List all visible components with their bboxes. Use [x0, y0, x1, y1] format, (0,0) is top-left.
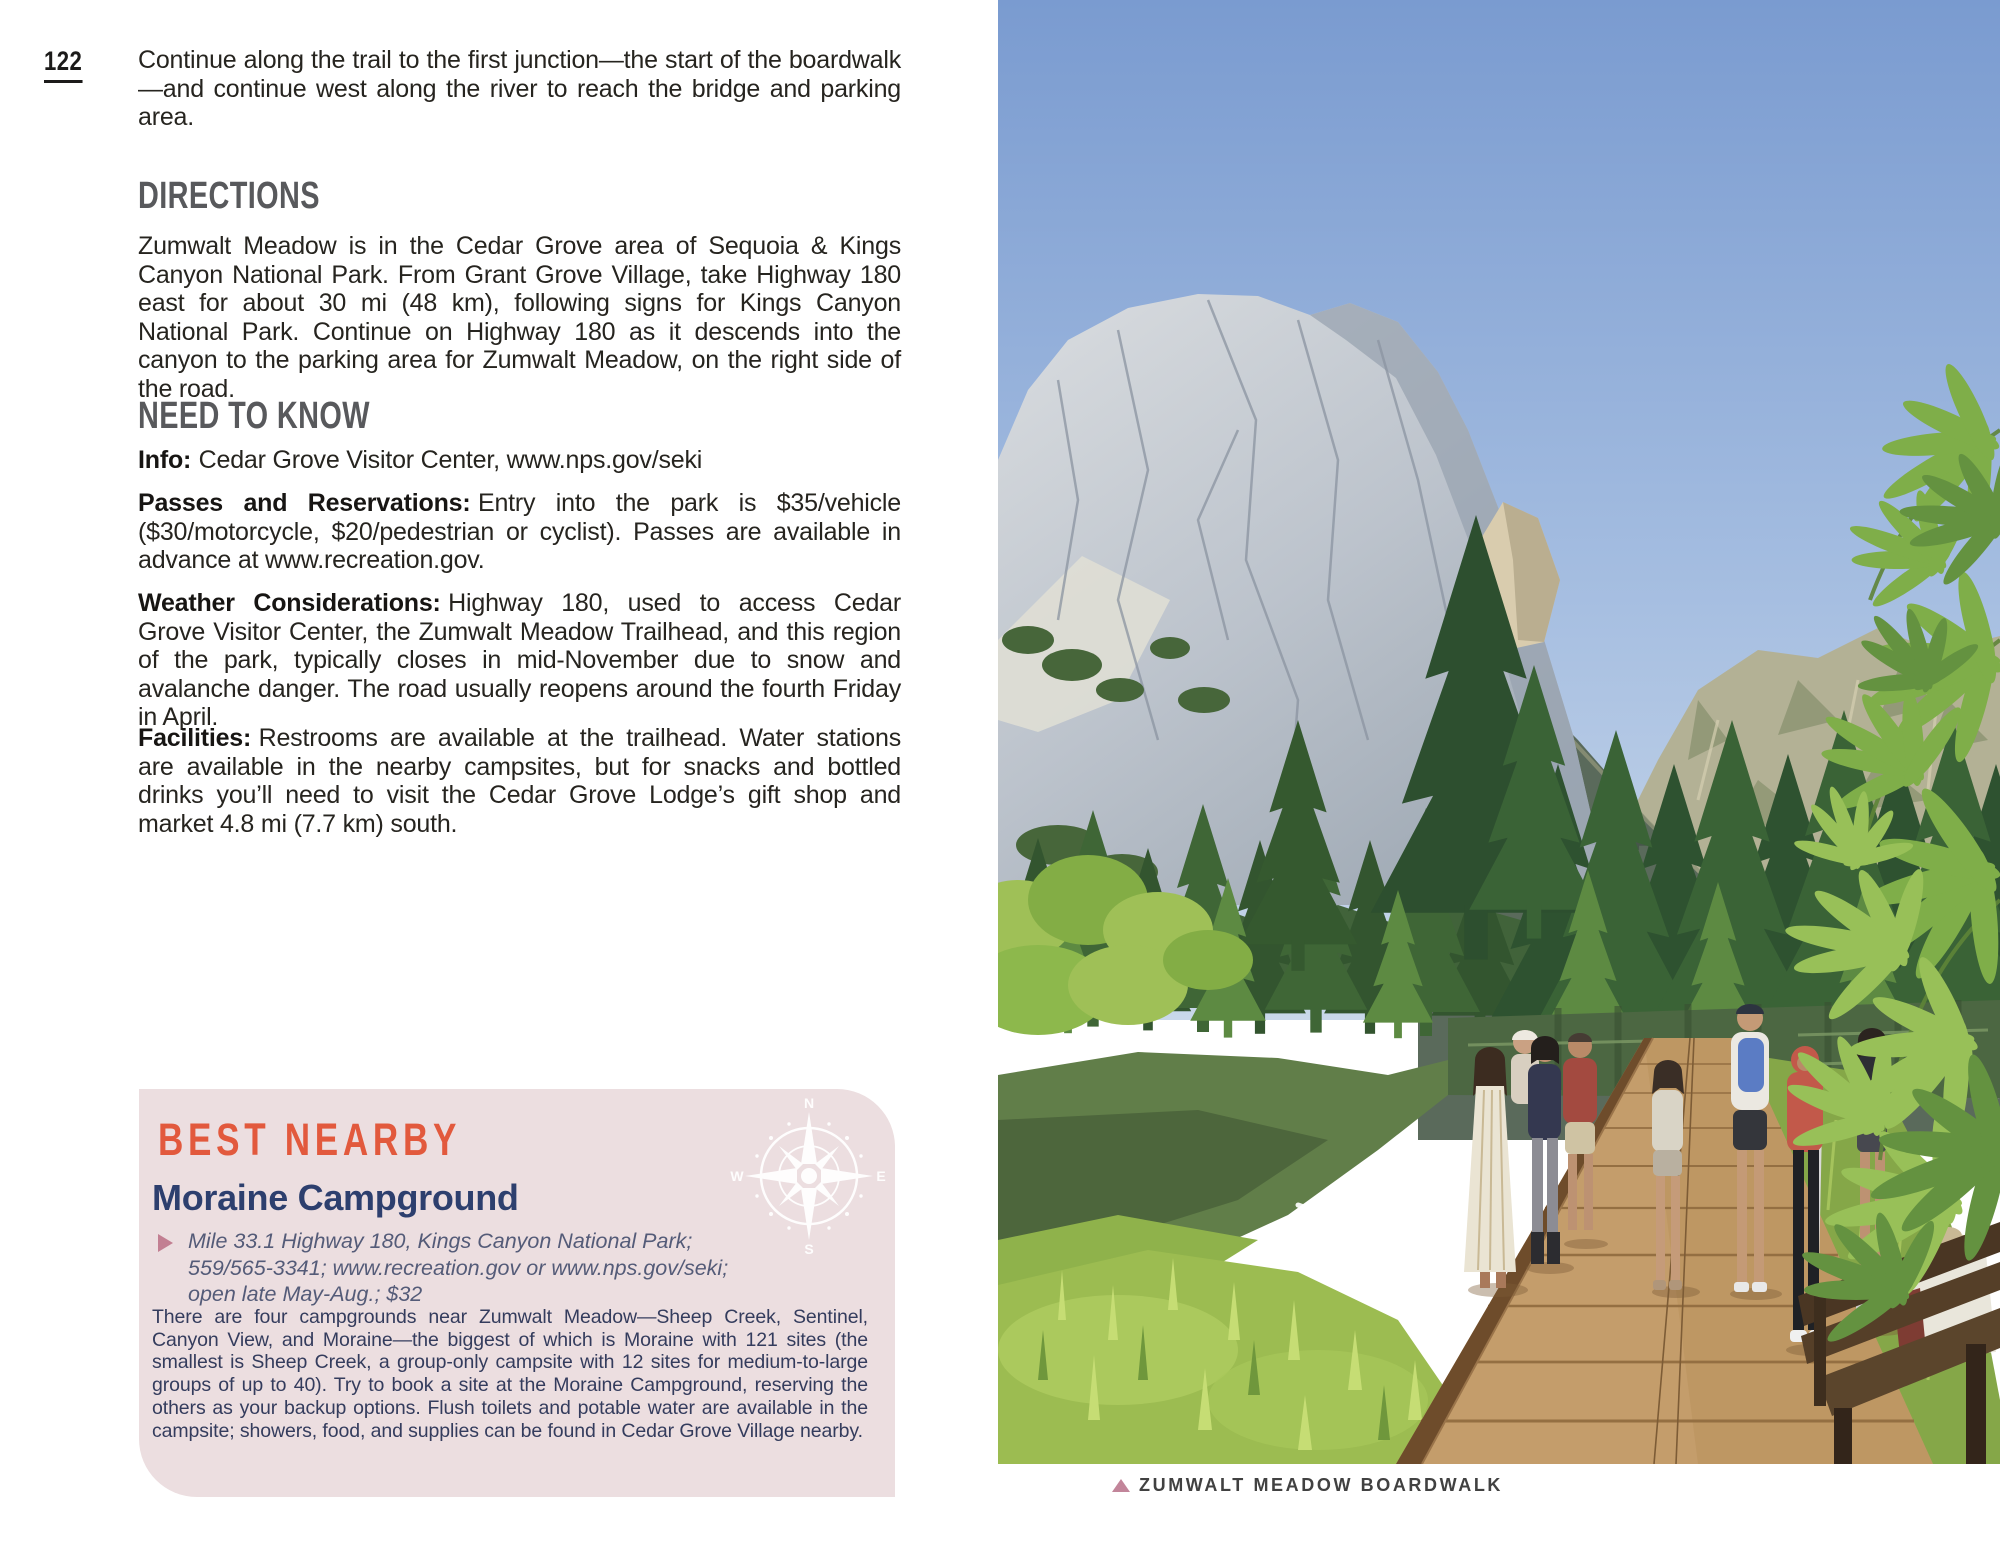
- need-to-know-heading: NEED TO KNOW: [138, 395, 370, 437]
- campground-description: There are four campgrounds near Zumwalt Meadow—Sheep Creek, Sentinel, Canyon View, and Moraine—the biggest of which is Moraine with 121 sites (the smallest is Sheep Creek, a group-only campsite with 12 sites for medium-to-large groups of up to 40). Try to book a site at the Moraine Campground, reserving the others as your backup options. Flush toilets and potable water are available in the campsite; showers, food, and supplies can be found in Cedar Grove Village nearby.: [152, 1306, 868, 1442]
- intro-paragraph: Continue along the trail to the first junction—the start of the boardwalk—and continue west along the river to reach the bridge and parking area.: [138, 46, 901, 132]
- facilities-item: [138, 724, 901, 838]
- info-item: [138, 446, 901, 475]
- campground-details: Mile 33.1 Highway 180, Kings Canyon National Park; 559/565-3341; www.recreation.gov or www.nps.gov/seki; open late May-Aug.; $32: [188, 1229, 729, 1306]
- triangle-bullet-icon: [158, 1234, 173, 1252]
- directions-heading: DIRECTIONS: [138, 175, 320, 217]
- photo-caption-row: [998, 1472, 2000, 1512]
- passes-item: [138, 489, 901, 575]
- weather-label: Weather Considerations:: [138, 589, 441, 617]
- passes-text: Entry into the park is $35/vehicle ($30/motorcycle, $20/pedestrian or cyclist). Passes are available in advance at www.recreation.gov.: [138, 489, 901, 575]
- svg-text:S: S: [804, 1241, 814, 1256]
- best-nearby-heading: BEST NEARBY: [158, 1114, 462, 1165]
- trail-photo: [998, 0, 2000, 1464]
- svg-text:E: E: [876, 1168, 886, 1184]
- directions-paragraph: Zumwalt Meadow is in the Cedar Grove area of Sequoia & Kings Canyon National Park. From Grant Grove Village, take Highway 180 east for about 30 mi (48 km), following signs for Kings Canyon National Park. Continue on Highway 180 as it descends into the canyon to the parking area for Zumwalt Meadow, on the right side of the road.: [138, 232, 901, 403]
- meadow-grass: [998, 1215, 1468, 1464]
- info-label: Info:: [138, 446, 192, 474]
- campground-title: Moraine Campground: [152, 1177, 519, 1218]
- trail-photo-illustration: [998, 0, 2000, 1464]
- page-number: 122: [44, 46, 82, 83]
- passes-label: Passes and Reservations:: [138, 489, 471, 517]
- facilities-text: Restrooms are available at the trailhead. Water stations are available in the nearby campsites, but for snacks and bottled drinks you’ll need to visit the Cedar Grove Lodge’s gift shop and market 4.8 mi (7.7 km) south.: [138, 724, 901, 838]
- weather-text: Highway 180, used to access Cedar Grove Visitor Center, the Zumwalt Meadow Trailhead, and this region of the park, typically closes in mid-November due to snow and avalanche danger. The road usually reopens around the fourth Friday in April.: [138, 589, 901, 732]
- info-text: Cedar Grove Visitor Center, www.nps.gov/seki: [198, 446, 703, 474]
- compass-rose-icon: [729, 1096, 889, 1256]
- triangle-marker-icon: [1112, 1479, 1130, 1492]
- best-nearby-box: [139, 1089, 895, 1497]
- svg-text:N: N: [803, 1096, 815, 1111]
- facilities-label: Facilities:: [138, 724, 252, 752]
- photo-caption: ZUMWALT MEADOW BOARDWALK: [1139, 1475, 1504, 1495]
- svg-text:W: W: [730, 1168, 744, 1184]
- weather-item: [138, 589, 901, 732]
